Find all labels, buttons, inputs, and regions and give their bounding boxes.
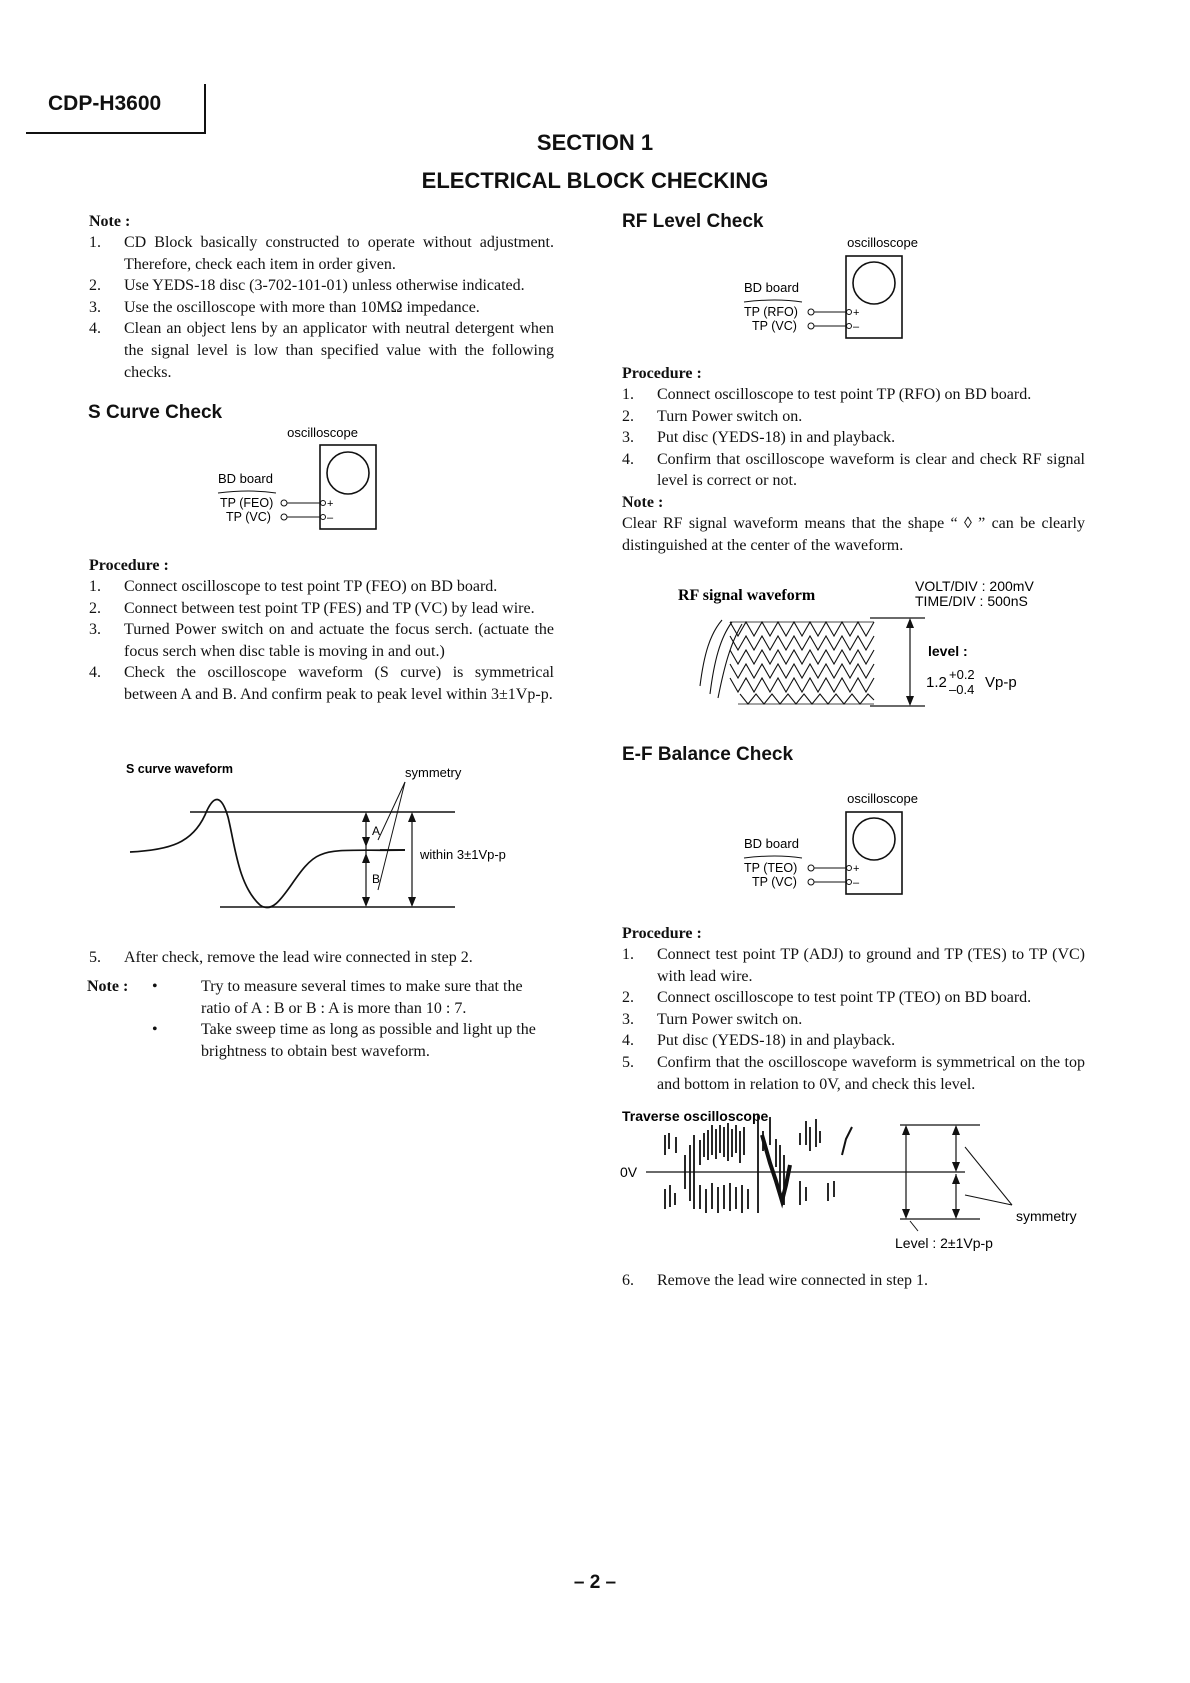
s-curve-note-1: Try to measure several times to make sure that the ratio of A : B or B : A is more than 10 : 7. [201, 978, 523, 1017]
oscilloscope-label: oscilloscope [847, 791, 918, 806]
rf-eye-pattern [700, 620, 874, 704]
list-item: 2. Turn Power switch on. [622, 407, 803, 425]
oscilloscope-screen-icon [853, 262, 895, 304]
board-label: BD board [744, 280, 799, 295]
list-item: 1. Connect test point TP (ADJ) to ground and TP (TES) to TP (VC) with lead wire. [622, 946, 1085, 985]
s-curve-waveform-title: S curve waveform [126, 762, 233, 776]
header-rule-vertical [204, 84, 206, 134]
label-a: A [372, 824, 381, 838]
traverse-symmetry-label: symmetry [1016, 1208, 1077, 1224]
ef-balance-title: E-F Balance Check [622, 744, 794, 765]
list-item: 1. Connect oscilloscope to test point TP (RFO) on BD board. [622, 386, 1032, 403]
tp-vc-label: TP (VC) [752, 319, 797, 333]
rf-connection-diagram [740, 234, 920, 344]
rf-procedure-label: Procedure : [622, 365, 702, 382]
svg-text:–: – [853, 321, 860, 333]
level-plus: +0.2 [949, 667, 975, 682]
oscilloscope-screen-icon [853, 818, 895, 860]
list-item: 4. Put disc (YEDS-18) in and playback. [622, 1032, 896, 1050]
tp-vc-label: TP (VC) [752, 875, 797, 889]
rf-level-title: RF Level Check [622, 211, 764, 232]
page-number: – 2 – [573, 1572, 617, 1593]
board-label: BD board [218, 471, 273, 486]
time-div-label: TIME/DIV : 500nS [915, 593, 1028, 609]
rf-steps [622, 384, 1085, 492]
list-item: 3. Put disc (YEDS-18) in and playback. [622, 429, 896, 447]
tp-rfo-label: TP (RFO) [744, 305, 798, 319]
list-item: 4. Check the oscilloscope waveform (S curve) is symmetrical between A and B. And confirm peak to peak level within 3±1Vp-p. [89, 664, 554, 703]
tp-feo-label: TP (FEO) [220, 496, 274, 510]
traverse-level-label: Level : 2±1Vp-p [895, 1235, 993, 1251]
ef-connection-diagram [740, 790, 920, 900]
list-item: 3. Turn Power switch on. [622, 1010, 803, 1028]
oscilloscope-screen-icon [327, 452, 369, 494]
svg-text:–: – [853, 877, 860, 889]
ef-procedure-label: Procedure : [622, 925, 702, 942]
list-item: 5. After check, remove the lead wire connected in step 2. [89, 949, 473, 966]
list-item: 1. Connect oscilloscope to test point TP (FEO) on BD board. [89, 578, 498, 595]
svg-text:+: + [327, 498, 334, 510]
board-label: BD board [744, 836, 799, 851]
list-item: 3. Use the oscilloscope with more than 10MΩ impedance. [89, 298, 480, 316]
bullet: • [152, 1021, 158, 1038]
s-curve-step-5 [89, 947, 554, 969]
model-name: CDP-H3600 [48, 92, 162, 115]
zero-volt-label: 0V [620, 1164, 638, 1180]
traverse-trace [665, 1115, 834, 1213]
level-minus: –0.4 [949, 682, 975, 697]
s-curve-trace [130, 799, 405, 907]
rf-note-text: Clear RF signal waveform means that the shape “ ◊ ” can be clearly distinguished at the center of the waveform. [622, 515, 1085, 554]
list-item: 1. CD Block basically constructed to operate without adjustment. Therefore, check each item in order given. [89, 234, 554, 273]
list-item: 5. Confirm that the oscilloscope waveform is symmetrical on the top and bottom in relation to 0V, and check this level. [622, 1053, 1085, 1093]
rf-note-label: Note : [622, 494, 664, 511]
label-b: B [372, 872, 381, 886]
s-curve-note-label: Note : [87, 978, 129, 995]
list-item: 2. Use YEDS-18 disc (3-702-101-01) unless otherwise indicated. [89, 277, 525, 295]
list-item: 3. Turned Power switch on and actuate the focus serch. (actuate the focus serch when disc table is moving in and out.) [89, 621, 554, 660]
rf-waveform-diagram [670, 574, 1090, 734]
oscilloscope-label: oscilloscope [287, 425, 358, 440]
level-unit: Vp-p [985, 674, 1017, 691]
list-item: 4. Clean an object lens by an applicator with neutral detergent when the signal level is low than specified value with the following checks. [89, 320, 554, 381]
note-list [89, 232, 554, 383]
traverse-waveform-title: Traverse oscilloscope [622, 1108, 769, 1124]
tp-vc-label: TP (VC) [226, 510, 271, 524]
list-item: 2. Connect oscilloscope to test point TP (TEO) on BD board. [622, 989, 1032, 1007]
section-title: ELECTRICAL BLOCK CHECKING [421, 168, 769, 193]
svg-text:+: + [853, 307, 860, 319]
section-number: SECTION 1 [536, 130, 654, 155]
ef-steps [622, 944, 1085, 1095]
bullet: • [152, 978, 158, 995]
volt-div-label: VOLT/DIV : 200mV [915, 578, 1034, 594]
symmetry-label: symmetry [405, 765, 462, 780]
note-label: Note : [89, 213, 131, 230]
svg-text:+: + [853, 863, 860, 875]
s-curve-procedure-label: Procedure : [89, 557, 169, 574]
s-curve-steps [89, 576, 554, 706]
s-curve-connection-diagram [210, 425, 390, 535]
svg-text:–: – [327, 512, 334, 524]
s-curve-waveform-diagram [120, 755, 540, 920]
list-item: 2. Connect between test point TP (FES) and TP (VC) by lead wire. [89, 599, 535, 617]
within-label: within 3±1Vp-p [420, 847, 506, 862]
list-item: 4. Confirm that oscilloscope waveform is clear and check RF signal level is correct or not. [622, 450, 1085, 490]
s-curve-title: S Curve Check [88, 402, 223, 423]
level-base: 1.2 [926, 674, 947, 691]
oscilloscope-label: oscilloscope [847, 235, 918, 250]
list-item: 6. Remove the lead wire connected in step 1. [622, 1272, 929, 1289]
traverse-waveform-diagram [620, 1105, 1095, 1265]
level-label: level : [928, 643, 968, 659]
rf-waveform-title: RF signal waveform [678, 587, 816, 604]
ef-step-6 [622, 1270, 1085, 1292]
s-curve-note-2: Take sweep time as long as possible and light up the brightness to obtain best waveform. [201, 1021, 536, 1060]
tp-teo-label: TP (TEO) [744, 861, 798, 875]
